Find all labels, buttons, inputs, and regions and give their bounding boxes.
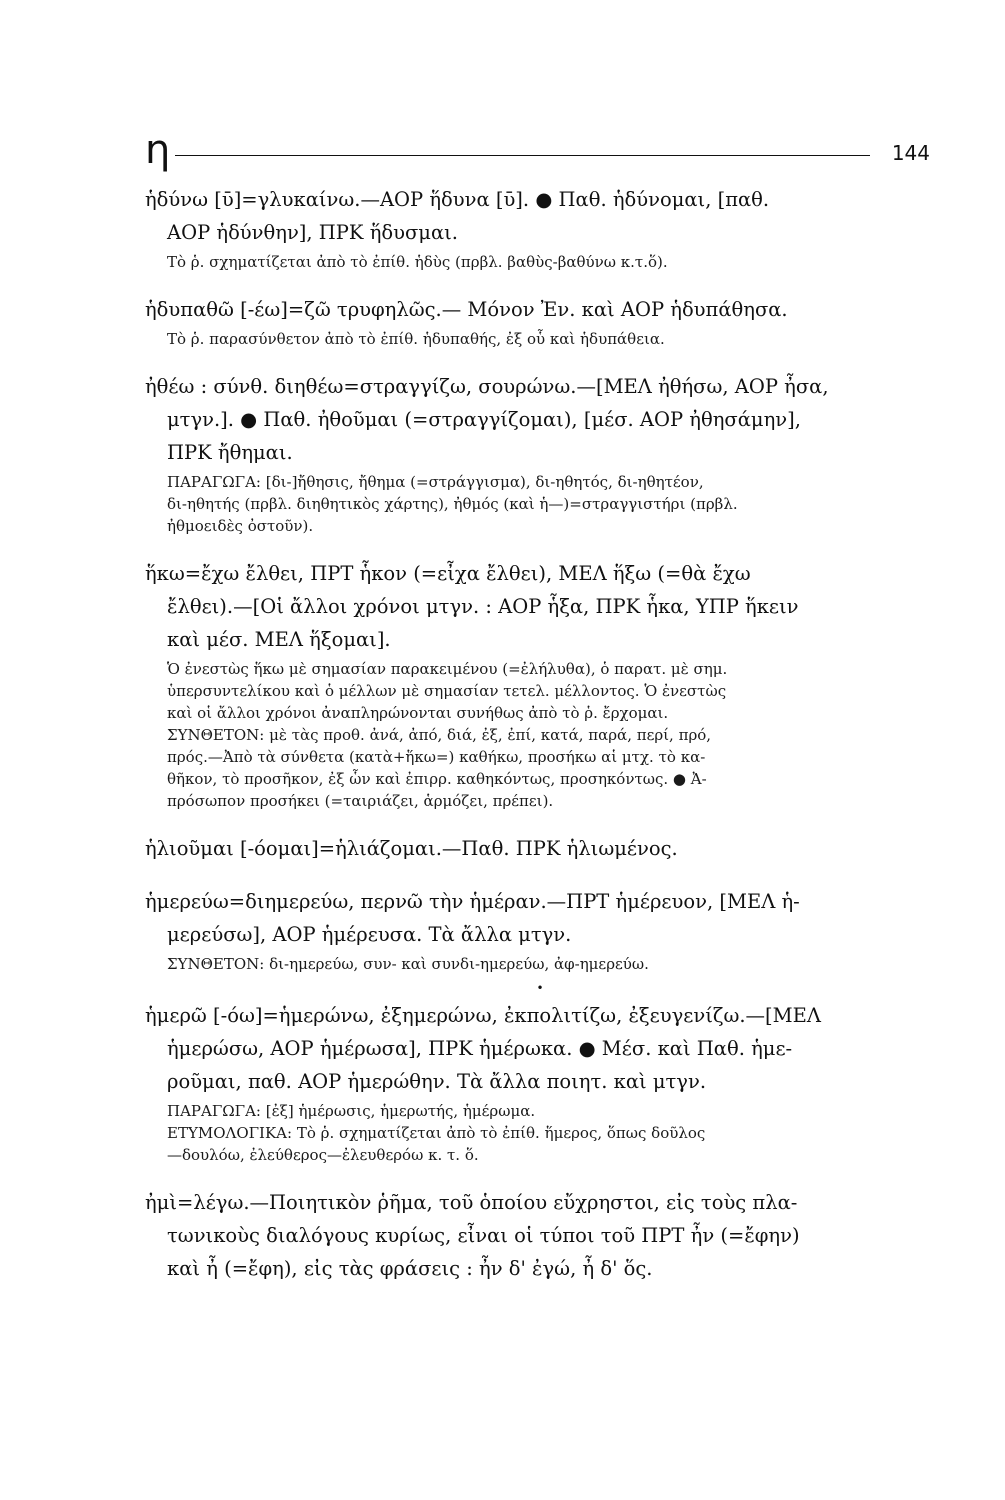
- note-line: Τὸ ῥ. παρασύνθετον ἀπὸ τὸ ἐπίθ. ἡδυπαθής, ἐξ οὗ καὶ ἡδυπάθεια.: [167, 330, 665, 348]
- entry-hmereyo: [145, 885, 935, 975]
- entry-line: καὶ ἦ (=ἔφη), εἰς τὰς φράσεις : ἦν δ' ἐγώ, ἦ δ' ὅς.: [167, 1257, 653, 1280]
- entry-main: [145, 885, 935, 951]
- entry-hmero: [145, 999, 935, 1166]
- entry-hmi: [145, 1186, 935, 1285]
- entry-line: ἠμὶ=λέγω.—Ποιητικὸν ῥῆμα, τοῦ ὁποίου εὔχρηστοι, εἰς τοὺς πλα-: [145, 1191, 798, 1214]
- entry-line: μτγν.]. ● Παθ. ἠθοῦμαι (=στραγγίζομαι), [μέσ. ΑΟΡ ἠθησάμην],: [167, 408, 801, 431]
- entry-line: καὶ μέσ. ΜΕΛ ἥξομαι].: [167, 628, 391, 651]
- entry-hdypatho: [145, 293, 935, 350]
- entry-etheo: [145, 370, 935, 537]
- note-line: ΠΑΡΑΓΩΓΑ: [ἐξ] ἡμέρωσις, ἡμερωτής, ἡμέρωμα.: [167, 1102, 536, 1120]
- note-line: Τὸ ῥ. σχηματίζεται ἀπὸ τὸ ἐπίθ. ἡδὺς (πρβλ. βαθὺς-βαθύνω κ.τ.ὅ).: [167, 253, 668, 271]
- note-line: Ὁ ἐνεστὼς ἥκω μὲ σημασίαν παρακειμένου (=ἐλήλυθα), ὁ παρατ. μὲ σημ.: [167, 660, 728, 678]
- entry-main: [145, 999, 935, 1098]
- note-line: ΕΤΥΜΟΛΟΓΙΚΑ: Τὸ ῥ. σχηματίζεται ἀπὸ τὸ ἐπίθ. ἥμερος, ὅπως δοῦλος: [167, 1124, 706, 1142]
- separator-dot: •: [536, 981, 544, 995]
- entry-line: ἡμερεύω=διημερεύω, περνῶ τὴν ἡμέραν.—ΠΡΤ ἡμέρευον, [ΜΕΛ ἡ-: [145, 890, 800, 913]
- entry-line: ροῦμαι, παθ. ΑΟΡ ἡμερώθην. Τὰ ἄλλα ποιητ. καὶ μτγν.: [167, 1070, 707, 1093]
- entry-line: ἡδύνω [ῡ]=γλυκαίνω.—ΑΟΡ ἥδυνα [ῡ]. ● Παθ. ἡδύνομαι, [παθ.: [145, 188, 770, 211]
- entry-note: [167, 658, 935, 812]
- entry-hliumai: [145, 832, 935, 865]
- entries-column: [145, 183, 935, 1305]
- note-line: πρόσωπον προσήκει (=ταιριάζει, ἁρμόζει, πρέπει).: [167, 792, 554, 810]
- entry-line: μερεύσω], ΑΟΡ ἡμέρευσα. Τὰ ἄλλα μτγν.: [167, 923, 572, 946]
- page-number: 144: [891, 141, 930, 165]
- entry-line: ἥκω=ἔχω ἔλθει, ΠΡΤ ἧκον (=εἶχα ἔλθει), ΜΕΛ ἥξω (=θὰ ἔχω: [145, 562, 751, 585]
- page-header: [145, 128, 930, 178]
- note-line: ἠθμοειδὲς ὀστοῦν).: [167, 517, 314, 535]
- entry-note: [167, 471, 935, 537]
- entry-note: [167, 953, 935, 975]
- entry-main: [145, 557, 935, 656]
- section-letter: η: [145, 127, 171, 173]
- note-line: δι-ηθητής (πρβλ. διηθητικὸς χάρτης), ἠθμός (καὶ ἡ—)=στραγγιστήρι (πρβλ.: [167, 495, 738, 513]
- header-rule: [175, 155, 870, 156]
- note-line: ΣΥΝΘΕΤΟΝ: δι-ημερεύω, συν- καὶ συνδι-ημερεύω, ἀφ-ημερεύω.: [167, 955, 649, 973]
- entry-line: τωνικοὺς διαλόγους κυρίως, εἶναι οἱ τύποι τοῦ ΠΡΤ ἦν (=ἔφην): [167, 1224, 800, 1247]
- entry-note: [167, 251, 935, 273]
- note-line: ὑπερσυντελίκου καὶ ὁ μέλλων μὲ σημασίαν τετελ. μέλλοντος. Ὁ ἐνεστὼς: [167, 682, 727, 700]
- entry-hdyno: [145, 183, 935, 273]
- note-line: θῆκον, τὸ προσῆκον, ἐξ ὧν καὶ ἐπιρρ. καθηκόντως, προσηκόντως. ● Ἀ-: [167, 770, 707, 788]
- entry-line: ἡμερῶ [-όω]=ἡμερώνω, ἐξημερώνω, ἐκπολιτίζω, ἐξευγενίζω.—[ΜΕΛ: [145, 1004, 821, 1027]
- note-line: ΣΥΝΘΕΤΟΝ: μὲ τὰς προθ. ἀνά, ἀπό, διά, ἐξ, ἐπί, κατά, παρά, περί, πρό,: [167, 726, 712, 744]
- entry-main: [145, 293, 935, 326]
- entry-line: ἡδυπαθῶ [-έω]=ζῶ τρυφηλῶς.— Μόνον Ἐν. καὶ ΑΟΡ ἡδυπάθησα.: [145, 298, 788, 321]
- entry-main: [145, 370, 935, 469]
- entry-main: [145, 183, 935, 249]
- note-line: ΠΑΡΑΓΩΓΑ: [δι-]ἤθησις, ἤθημα (=στράγγισμα), δι-ηθητός, δι-ηθητέον,: [167, 473, 704, 491]
- entry-note: [167, 328, 935, 350]
- entry-heko: [145, 557, 935, 812]
- entry-line: ἠθέω : σύνθ. διηθέω=στραγγίζω, σουρώνω.—[ΜΕΛ ἠθήσω, ΑΟΡ ἦσα,: [145, 375, 829, 398]
- note-line: καὶ οἱ ἄλλοι χρόνοι ἀναπληρώνονται συνήθως ἀπὸ τὸ ῥ. ἔρχομαι.: [167, 704, 669, 722]
- note-line: —δουλόω, ἐλεύθερος—ἐλευθερόω κ. τ. ὅ.: [167, 1146, 479, 1164]
- entry-line: ΑΟΡ ἡδύνθην], ΠΡΚ ἥδυσμαι.: [167, 221, 458, 244]
- note-line: πρός.—Ἀπὸ τὰ σύνθετα (κατὰ+ἥκω=) καθήκω, προσήκω αἱ μτχ. τὸ κα-: [167, 748, 706, 766]
- entry-line: ἔλθει).—[Οἱ ἄλλοι χρόνοι μτγν. : ΑΟΡ ἧξα, ΠΡΚ ἧκα, ΥΠΡ ἥκειν: [167, 595, 799, 618]
- entry-main: [145, 832, 935, 865]
- entry-note: [167, 1100, 935, 1166]
- entry-line: ΠΡΚ ἤθημαι.: [167, 441, 293, 464]
- entry-main: [145, 1186, 935, 1285]
- entry-line: ἡλιοῦμαι [-όομαι]=ἡλιάζομαι.—Παθ. ΠΡΚ ἡλιωμένος.: [145, 837, 678, 860]
- entry-line: ἡμερώσω, ΑΟΡ ἡμέρωσα], ΠΡΚ ἡμέρωκα. ● Μέσ. καὶ Παθ. ἡμε-: [167, 1037, 793, 1060]
